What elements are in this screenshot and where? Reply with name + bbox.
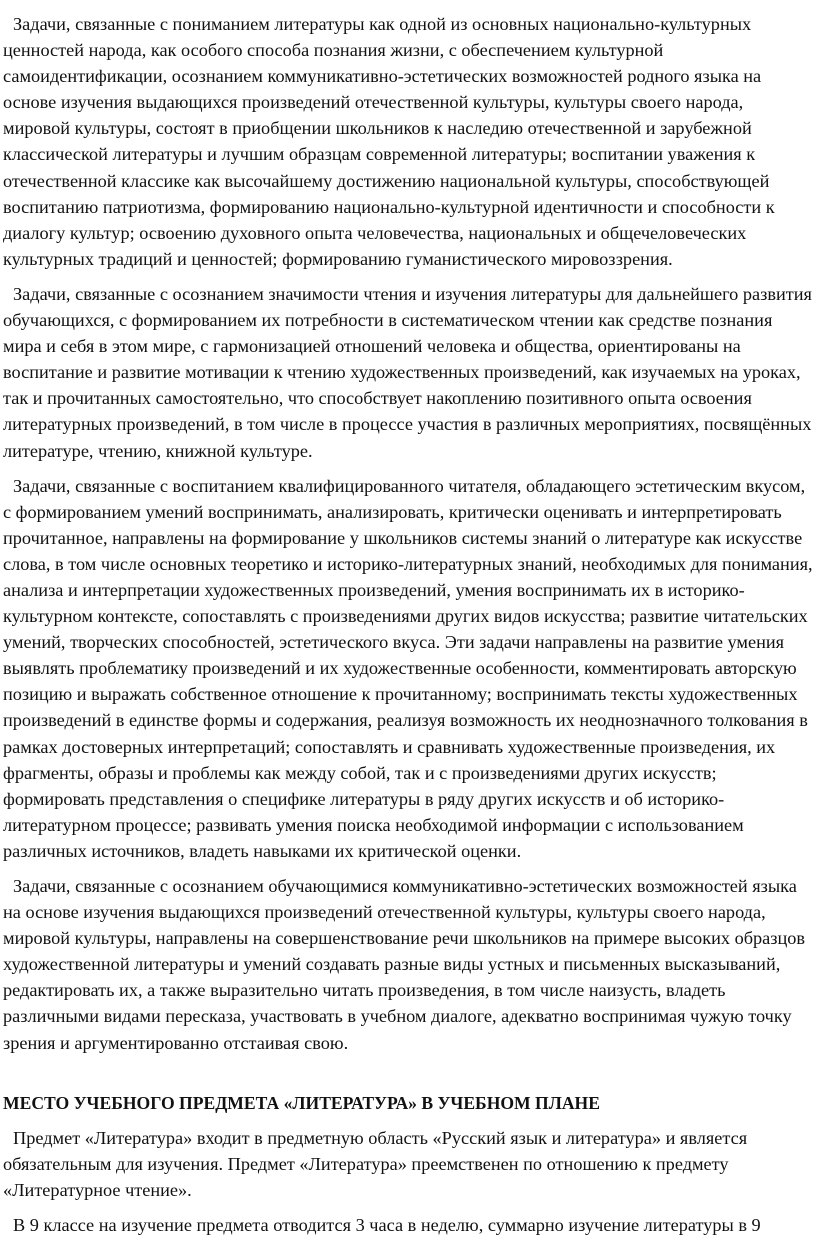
- paragraph-communicative-aesthetic: Задачи, связанные с осознанием обучающимися коммуникативно-эстетических возможностей языка на основе изучения выдающихся произведений отечественной культуры, культуры своего народа, мировой культуры, направлены на совершенствование речи школьников на примере высоких образцов художественной литературы и умений создавать разные виды устных и письменных высказываний, редактировать их, а также выразительно читать произведения, в том числе наизусть, владеть различными видами пересказа, участвовать в учебном диалоге, адекватно воспринимая чужую точку зрения и аргументированно отстаивая свою.: [3, 876, 806, 1053]
- paragraph-understanding-literature: Задачи, связанные с пониманием литературы как одной из основных национально-культурных ценностей народа, как особого способа познания жизни, с обеспечением культурной самоидентификации, осознанием коммуникативно-эстетических возможностей родного языка на основе изучения выдающихся произведений отечественной культуры, культуры своего народа, мировой культуры, состоят в приобщении школьников к наследию отечественной и зарубежной классической литературы и лучшим образцам современной литературы; воспитании уважения к отечественной классике как высочайшему достижению национальной культуры, способствующей воспитанию патриотизма, формированию национально-культурной идентичности и способности к диалогу культур; освоению духовного опыта человечества, национальных и общечеловеческих культурных традиций и ценностей; формированию гуманистического мировоззрения.: [3, 14, 775, 269]
- paragraph-qualified-reader: Задачи, связанные с воспитанием квалифицированного читателя, обладающего эстетическим вкусом, с формированием умений воспринимать, анализировать, критически оценивать и интерпретировать прочитанное, направлены на формирование у школьников системы знаний о литературе как искусстве слова, в том числе основных теоретико и историко-литературных знаний, необходимых для понимания, анализа и интерпретации художественных произведений, умения воспринимать их в историко-культурном контексте, сопоставлять с произведениями других видов искусства; развитие читательских умений, творческих способностей, эстетического вкуса. Эти задачи направлены на развитие умения выявлять проблематику произведений и их художественные особенности, комментировать авторскую позицию и выражать собственное отношение к прочитанному; воспринимать тексты художественных произведений в единстве формы и содержания, реализуя возможность их неоднозначного толкования в рамках достоверных интерпретаций; сопоставлять и сравнивать художественные произведения, их фрагменты, образы и проблемы как между собой, так и с произведениями других искусств; формировать представления о специфике литературы в ряду других искусств и об историко-литературном процессе; развивать умения поиска необходимой информации с использованием различных источников, владеть навыками их критической оценки.: [3, 475, 813, 861]
- section-heading: МЕСТО УЧЕБНОГО ПРЕДМЕТА «ЛИТЕРАТУРА» В УЧЕБНОМ ПЛАНЕ: [3, 1092, 600, 1113]
- paragraph-reading-significance: Задачи, связанные с осознанием значимости чтения и изучения литературы для дальнейшего развития обучающихся, с формированием их потребности в систематическом чтении как средстве познания мира и себя в этом мире, с гармонизацией отношений человека и общества, ориентированы на воспитание и развитие мотивации к чтению художественных произведений, как изучаемых на уроках, так и прочитанных самостоятельно, что способствует накоплению позитивного опыта освоения литературных произведений, в том числе в процессе участия в различных мероприятиях, посвящённых литературе, чтению, книжной культуре.: [3, 283, 812, 461]
- paragraph-subject-area: Предмет «Литература» входит в предметную область «Русский язык и литература» и является обязательным для изучения. Предмет «Литература» преемственен по отношению к предмету «Литературное чтение».: [3, 1127, 748, 1200]
- paragraph-hours-allocation: В 9 классе на изучение предмета отводится 3 часа в неделю, суммарно изучение литературы в 9: [13, 1215, 761, 1236]
